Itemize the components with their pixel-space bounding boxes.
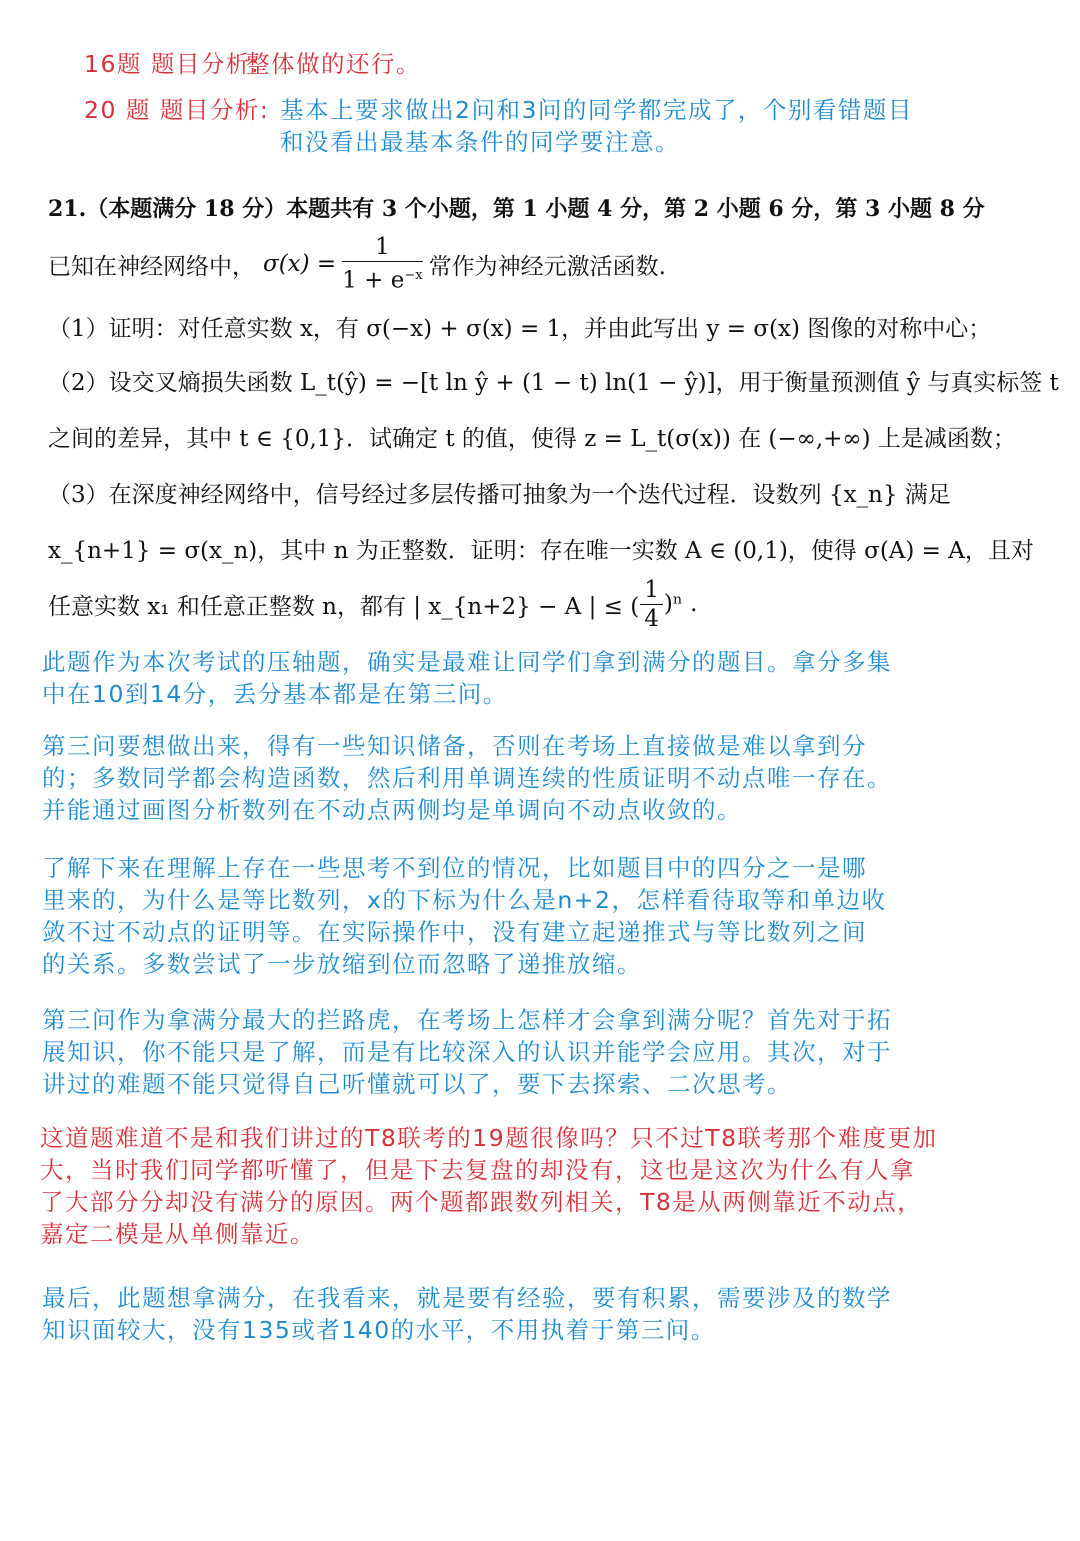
comment-line: 的；多数同学都会构造函数，然后利用单调连续的性质证明不动点唯一存在。 <box>42 764 892 792</box>
comment-2 <box>42 730 892 826</box>
note-q20-text <box>280 94 913 158</box>
part-3-line-3-post: )ⁿ . <box>663 591 698 617</box>
comment-line: 讲过的难题不能只觉得自己听懂就可以了，要下去探索、二次思考。 <box>42 1070 792 1098</box>
sigma-lhs: σ(x) = <box>263 251 337 277</box>
comment-line: 最后，此题想拿满分，在我看来，就是要有经验，要有积累，需要涉及的数学 <box>42 1284 892 1312</box>
comment-line: 的关系。多数尝试了一步放缩到位而忽略了递推放缩。 <box>42 950 642 978</box>
comment-line: 里来的，为什么是等比数列，x的下标为什么是n+2，怎样看待取等和单边收 <box>42 886 887 914</box>
comment-1 <box>42 646 892 710</box>
fraction-denominator <box>342 262 422 294</box>
intro-pre: 已知在神经网络中， <box>48 253 255 280</box>
comment-line: 这道题难道不是和我们讲过的T8联考的19题很像吗？只不过T8联考那个难度更加 <box>40 1124 938 1152</box>
comment-line: 此题作为本次考试的压轴题，确实是最难让同学们拿到满分的题目。拿分多集 <box>42 648 892 676</box>
part-3-line-2: x_{n+1} = σ(x_n)，其中 n 为正整数．证明：存在唯一实数 A ∈ (0,1)，使得 σ(A) = A，且对 <box>48 538 1034 564</box>
note-q20-line: 基本上要求做出2问和3问的同学都完成了，个别看错题目 <box>280 96 913 124</box>
comment-4 <box>42 1004 892 1100</box>
comment-line: 敛不过不动点的证明等。在实际操作中，没有建立起递推式与等比数列之间 <box>42 918 867 946</box>
comment-line: 嘉定二模是从单侧靠近。 <box>40 1220 315 1248</box>
comment-line: 了大部分分却没有满分的原因。两个题都跟数列相关，T8是从两侧靠近不动点， <box>40 1188 923 1216</box>
quarter-numerator: 1 <box>640 577 663 605</box>
part-3-line-3 <box>48 572 697 636</box>
comment-line: 知识面较大，没有135或者140的水平，不用执着于第三问。 <box>42 1316 716 1344</box>
quarter-fraction <box>640 577 663 632</box>
comment-line: 大，当时我们同学都听懂了，但是下去复盘的却没有，这也是这次为什么有人拿 <box>40 1156 915 1184</box>
comment-line: 第三问要想做出来，得有一些知识储备，否则在考场上直接做是难以拿到分 <box>42 732 867 760</box>
denominator-exponent: −x <box>404 268 423 284</box>
fraction-numerator: 1 <box>342 234 422 262</box>
note-q16 <box>84 48 421 80</box>
intro-post: 常作为神经元激活函数. <box>428 253 666 280</box>
comment-3 <box>42 852 886 980</box>
part-2-line-1: （2）设交叉熵损失函数 L_t(ŷ) = −[t ln ŷ + (1 − t) ln(1 − ŷ)]，用于衡量预测值 ŷ 与真实标签 t <box>48 370 1059 396</box>
part-1: （1）证明：对任意实数 x，有 σ(−x) + σ(x) = 1，并由此写出 y = σ(x) 图像的对称中心； <box>48 316 992 342</box>
problem-header: 21.（本题满分 18 分）本题共有 3 个小题，第 1 小题 4 分，第 2 小题 6 分，第 3 小题 8 分 <box>48 196 985 222</box>
comment-line: 第三问作为拿满分最大的拦路虎，在考场上怎样才会拿到满分呢？首先对于拓 <box>42 1006 892 1034</box>
comment-line: 并能通过画图分析数列在不动点两侧均是单调向不动点收敛的。 <box>42 796 742 824</box>
denominator-base: 1 + e <box>342 267 405 294</box>
note-q16-text: 整体做的还行。 <box>246 50 421 78</box>
note-q20-label: 20 题 题目分析: <box>84 96 270 124</box>
sigma-fraction <box>342 234 422 294</box>
problem-intro <box>48 232 666 296</box>
comment-6 <box>42 1282 892 1346</box>
quarter-denominator: 4 <box>644 605 659 632</box>
part-2-line-2: 之间的差异，其中 t ∈ {0,1}．试确定 t 的值，使得 z = L_t(σ(x)) 在 (−∞,+∞) 上是减函数； <box>48 426 1016 452</box>
note-q20-line: 和没看出最基本条件的同学要注意。 <box>280 128 680 156</box>
note-q16-label: 16题 题目分析: <box>84 50 261 78</box>
comment-line: 中在10到14分，丢分基本都是在第三问。 <box>42 680 508 708</box>
note-q20 <box>84 94 269 126</box>
comment-line: 了解下来在理解上存在一些思考不到位的情况，比如题目中的四分之一是哪 <box>42 854 867 882</box>
part-3-line-1: （3）在深度神经网络中，信号经过多层传播可抽象为一个迭代过程．设数列 {x_n} 满足 <box>48 482 951 508</box>
part-3-line-3-pre: 任意实数 x₁ 和任意正整数 n，都有 | x_{n+2} − A | ≤ ( <box>48 593 640 620</box>
comment-5 <box>40 1122 938 1250</box>
comment-line: 展知识，你不能只是了解，而是有比较深入的认识并能学会应用。其次，对于 <box>42 1038 892 1066</box>
